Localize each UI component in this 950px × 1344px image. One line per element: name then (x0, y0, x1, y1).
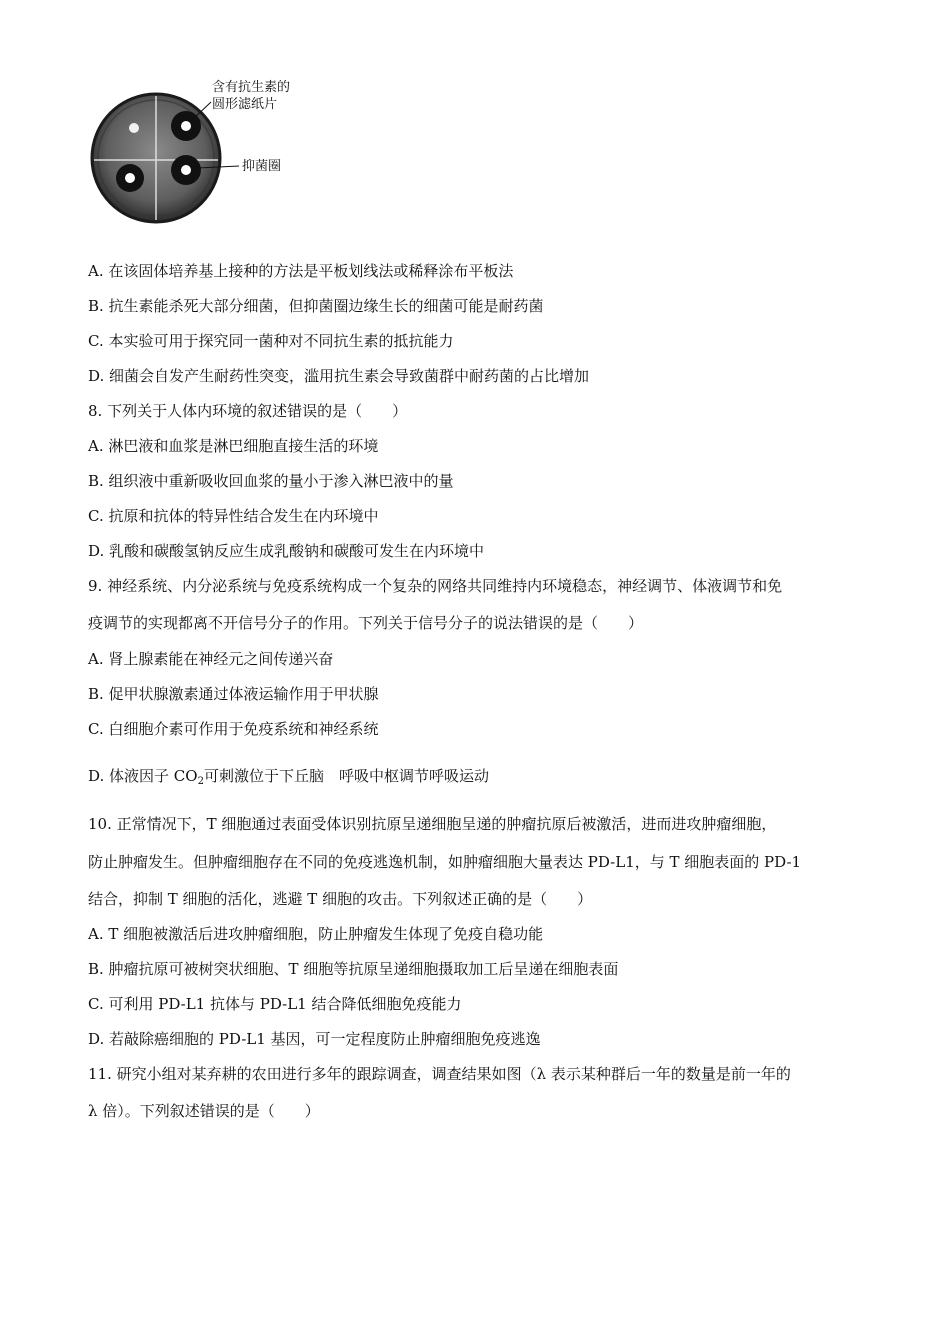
petri-dish-figure (86, 78, 326, 228)
q8-option-c: C. 抗原和抗体的特异性结合发生在内环境中 (88, 507, 379, 525)
q10-option-a: A. T 细胞被激活后进攻肿瘤细胞，防止肿瘤发生体现了免疫自稳功能 (88, 925, 544, 943)
q7-option-c: C. 本实验可用于探究同一菌种对不同抗生素的抵抗能力 (88, 332, 454, 350)
filter-disc-no-zone (129, 123, 139, 133)
disc-label-line1: 含有抗生素的 (212, 80, 291, 95)
q8-option-d: D. 乳酸和碳酸氢钠反应生成乳酸钠和碳酸可发生在内环境中 (88, 542, 485, 560)
q8-stem: 8. 下列关于人体内环境的叙述错误的是（ ） (88, 402, 408, 420)
q9-option-d-before: D. 体液因子 CO (88, 767, 198, 785)
q7-option-b: B. 抗生素能杀死大部分细菌，但抑菌圈边缘生长的细菌可能是耐药菌 (88, 297, 544, 315)
q10-stem-line3: 结合，抑制 T 细胞的活化，逃避 T 细胞的攻击。下列叙述正确的是（ ） (88, 890, 593, 908)
disc-label-line2: 圆形滤纸片 (212, 97, 278, 112)
q11-stem-line1: 11. 研究小组对某弃耕的农田进行多年的跟踪调查，调查结果如图（λ 表示某种群后一年的数量是前一年的 (88, 1065, 791, 1083)
q10-option-c: C. 可利用 PD-L1 抗体与 PD-L1 结合降低细胞免疫能力 (88, 995, 462, 1013)
q11-stem-line2: λ 倍）。下列叙述错误的是（ ） (88, 1102, 320, 1120)
q9-option-a: A. 肾上腺素能在神经元之间传递兴奋 (88, 650, 334, 668)
q9-option-d (88, 766, 489, 786)
petri-dish-illustration (86, 78, 326, 228)
q10-option-b: B. 肿瘤抗原可被树突状细胞、T 细胞等抗原呈递细胞摄取加工后呈递在细胞表面 (88, 960, 619, 978)
q8-option-b: B. 组织液中重新吸收回血浆的量小于渗入淋巴液中的量 (88, 472, 454, 490)
q9-stem-line1: 9. 神经系统、内分泌系统与免疫系统构成一个复杂的网络共同维持内环境稳态，神经调节、体液调节和免 (88, 577, 783, 595)
q9-option-c: C. 白细胞介素可作用于免疫系统和神经系统 (88, 720, 379, 738)
q9-option-d-after: 可刺激位于下丘脑 呼吸中枢调节呼吸运动 (203, 767, 489, 785)
q10-stem-line1: 10. 正常情况下，T 细胞通过表面受体识别抗原呈递细胞呈递的肿瘤抗原后被激活，进而进攻肿瘤细胞， (88, 815, 777, 833)
q7-option-a: A. 在该固体培养基上接种的方法是平板划线法或稀释涂布平板法 (88, 262, 514, 280)
q9-stem-line2: 疫调节的实现都离不开信号分子的作用。下列关于信号分子的说法错误的是（ ） (88, 614, 644, 632)
q9-option-b: B. 促甲状腺激素通过体液运输作用于甲状腺 (88, 685, 379, 703)
q10-stem-line2: 防止肿瘤发生。但肿瘤细胞存在不同的免疫逃逸机制，如肿瘤细胞大量表达 PD-L1，与 T 细胞表面的 PD-1 (88, 853, 802, 871)
q7-option-d: D. 细菌会自发产生耐药性突变，滥用抗生素会导致菌群中耐药菌的占比增加 (88, 367, 590, 385)
q9-option-d-subscript: 2 (197, 776, 204, 787)
q8-option-a: A. 淋巴液和血浆是淋巴细胞直接生活的环境 (88, 437, 379, 455)
q10-option-d: D. 若敲除癌细胞的 PD-L1 基因，可一定程度防止肿瘤细胞免疫逃逸 (88, 1030, 541, 1048)
zone-label: 抑菌圈 (242, 159, 282, 174)
